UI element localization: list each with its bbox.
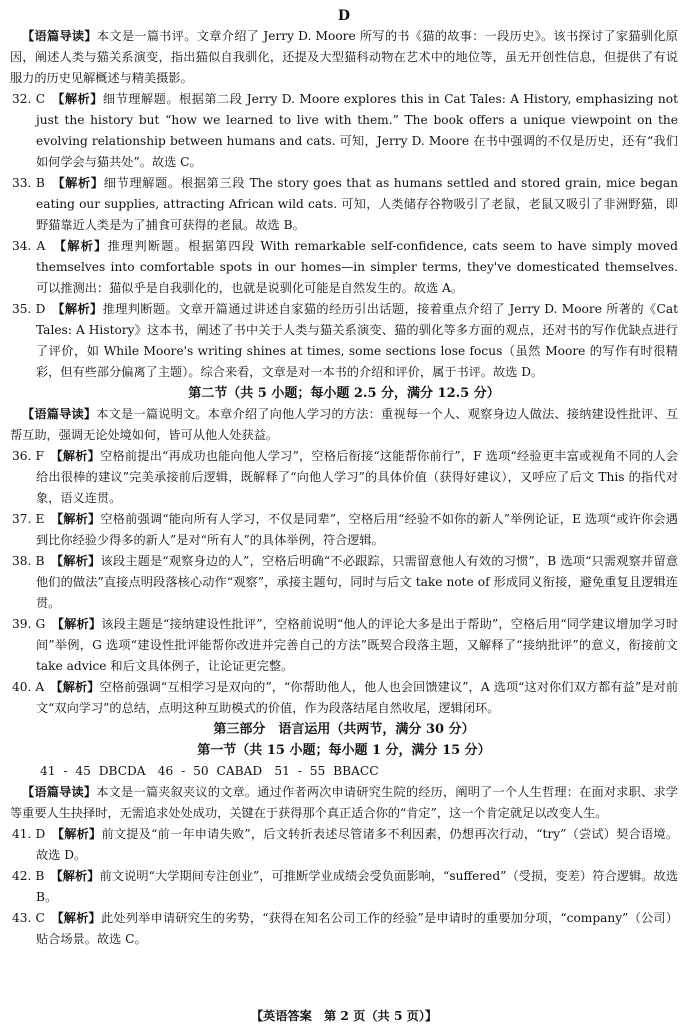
answer-head: 39. G — [12, 617, 46, 631]
answer-35 — [10, 299, 678, 383]
passage-d-guide — [10, 26, 678, 89]
answer-text: 空格前提出“再成功也能向他人学习”，空格后衔接“这能帮你前行”，F 选项“经验更丰富或视角不同的人会给出很棒的建议”完美承接前后逻辑，既解释了“向他人学习”的具体价值（获得好建议），又呼应了后文 This 的指代对象，语义连贯。 — [36, 449, 679, 505]
answer-text: 前文说明“大学期间专注创业”，可推断学业成绩会受负面影响，“suffered”（受损，变差）符合逻辑。故选 B。 — [36, 869, 678, 904]
answer-text: 前文提及“前一年申请失败”，后文转折表述尽管诸多不利因素，仍想再次行动，“try”（尝试）契合语境。故选 D。 — [36, 827, 679, 862]
answer-39 — [10, 614, 678, 677]
parse-label: 【解析】 — [56, 512, 101, 526]
guide-label: 【语篇导读】 — [22, 29, 97, 43]
answer-38 — [10, 551, 678, 614]
answer-40 — [10, 677, 678, 719]
guide-text: 本文是一篇书评。文章介绍了 Jerry D. Moore 所写的书《猫的故事：一段历史》。该书探讨了家猫驯化原因，阐述人类与猫关系演变，指出猫似自我驯化，还提及大型猫科动物在艺术中的地位等，虽无开创性信息，但提供了有说服力的历史见解概述与精美摄影。 — [10, 29, 678, 85]
answer-head: 37. E — [12, 512, 45, 526]
answer-32 — [10, 89, 678, 173]
answer-text: 该段主题是“观察身边的人”，空格后明确“不必跟踪，只需留意他人有效的习惯”，B 选项“只需观察并留意他们的做法”直接点明段落核心动作“观察”，承接主题句，同时与后文 take note of 形成同义衔接，避免重复且逻辑连贯。 — [36, 554, 679, 610]
parse-label: 【解析】 — [59, 239, 108, 253]
answer-37 — [10, 509, 678, 551]
guide-text: 本文是一篇夹叙夹议的文章。通过作者两次申请研究生院的经历，阐明了一个人生哲理：在面对求职、求学等重要人生抉择时，无需追求处处成功，关键在于获得那个真正适合你的“肯定”，这一个肯定就足以改变人生。 — [10, 785, 679, 820]
part3-guide — [10, 782, 678, 824]
part2-title: 第二节（共 5 小题；每小题 2.5 分，满分 12.5 分） — [188, 386, 500, 401]
answer-41 — [10, 824, 678, 866]
part3-title: 第三部分 语言运用（共两节，满分 30 分） — [213, 722, 475, 737]
answer-text: 此处列举申请研究生的劣势，“获得在知名公司工作的经验”是申请时的重要加分项，“company”（公司）贴合场景。故选 C。 — [36, 911, 679, 946]
part2-guide — [10, 404, 678, 446]
parse-label: 【解析】 — [56, 869, 100, 883]
answer-head: 33. B — [12, 176, 45, 190]
page-footer — [0, 1007, 688, 1024]
parse-label: 【解析】 — [56, 449, 101, 463]
footer-label: 【英语答案 — [250, 1009, 312, 1023]
answer-head: 36. F — [12, 449, 44, 463]
parse-label: 【解析】 — [57, 617, 102, 631]
answer-head: 32. C — [12, 92, 46, 106]
answer-head: 42. B — [12, 869, 45, 883]
parse-label: 【解析】 — [58, 92, 103, 106]
answer-43 — [10, 908, 678, 950]
section-letter: D — [337, 8, 351, 24]
keys-51-55: 51 - 55 BBACC — [274, 764, 379, 778]
answer-text: 细节理解题。根据第三段 The story goes that as humans settled and stored grain, mice began eating our supplies, attracting African wild cats. 可知，人类储存谷物吸引了老鼠，老鼠又吸引了非洲野猫，即野猫靠近人类是为了捕食可获得的老鼠。故选 B。 — [36, 176, 679, 232]
answer-text: 空格前强调“能向所有人学习，不仅是同辈”，空格后用“经验不如你的新人”举例论证，E 选项“或许你会遇到比你经验少得多的新人”是对“所有人”的具体举例，符合逻辑。 — [36, 512, 678, 547]
answer-head: 43. C — [12, 911, 45, 925]
answer-keys — [10, 761, 678, 782]
answer-head: 41. D — [12, 827, 46, 841]
parse-label: 【解析】 — [58, 302, 103, 316]
answer-36 — [10, 446, 678, 509]
keys-41-45: 41 - 45 DBCDA — [40, 764, 146, 778]
answer-42 — [10, 866, 678, 908]
footer-page-number: 第 2 页（共 5 页）】 — [323, 1009, 438, 1023]
answer-33 — [10, 173, 678, 236]
answer-text: 空格前强调“互相学习是双向的”，“你帮助他人，他人也会回馈建议”，A 选项“这对你们双方都有益”是对前文“双向学习”的总结，点明这种互助模式的价值，作为段落结尾自然收尾，逻辑闭环。 — [36, 680, 679, 715]
parse-label: 【解析】 — [58, 176, 104, 190]
answer-head: 40. A — [12, 680, 45, 694]
keys-46-50: 46 - 50 CABAD — [157, 764, 263, 778]
answer-text: 细节理解题。根据第二段 Jerry D. Moore explores this in Cat Tales: A History, emphasizing not just the history but “how we learned to live with them.” The book offers a unique viewpoint on the evolving relationship between humans and cats. 可知，Jerry D. Moore 在书中强调的不仅是历史，还有“我们如何学会与猫共处”。故选 C。 — [36, 92, 679, 169]
answer-text: 推理判断题。根据第四段 With remarkable self-confidence, cats seem to have simply moved themselves into comfortable spots in our homes—in simpler terms, they've domesticated themselves. 可以推测出：猫似乎是自我驯化的，也就是说驯化可能是自然发生的。故选 A。 — [36, 239, 678, 295]
answer-text: 该段主题是“接纳建设性批评”，空格前说明“他人的评论大多是出于帮助”，空格后用“同学建议增加学习时间”举例，G 选项“建设性批评能帮你改进并完善自己的方法”既契合段落主题，又解释了“接纳批评”的意义，衔接前文 take advice 和后文具体例子，让论证更完整。 — [36, 617, 679, 673]
guide-label: 【语篇导读】 — [22, 407, 97, 421]
parse-label: 【解析】 — [56, 680, 100, 694]
answer-head: 38. B — [12, 554, 45, 568]
answer-head: 35. D — [12, 302, 46, 316]
parse-label: 【解析】 — [57, 911, 101, 925]
answer-text: 推理判断题。文章开篇通过讲述自家猫的经历引出话题，接着重点介绍了 Jerry D. Moore 所著的《Cat Tales: A History》这本书，阐述了书中关于人类与猫关系演变、猫的驯化等多方面的观点，还对书的写作优缺点进行了评价，如 While Moore's writing shines at times, some sections lose focus（虽然 Moore 的写作有时很精彩，但有些部分偏离了主题）。综合来看，文章是对一本书的介绍和评价，属于书评。故选 D。 — [36, 302, 678, 379]
answer-34 — [10, 236, 678, 299]
parse-label: 【解析】 — [57, 827, 102, 841]
guide-label: 【语篇导读】 — [22, 785, 97, 799]
parse-label: 【解析】 — [57, 554, 101, 568]
part3-subtitle: 第一节（共 15 小题；每小题 1 分，满分 15 分） — [197, 743, 491, 758]
guide-text: 本文是一篇说明文。本章介绍了向他人学习的方法：重视每一个人、观察身边人做法、接纳建设性批评、互帮互助，强调无论处境如何，皆可从他人处获益。 — [10, 407, 679, 442]
answer-head: 34. A — [12, 239, 46, 253]
